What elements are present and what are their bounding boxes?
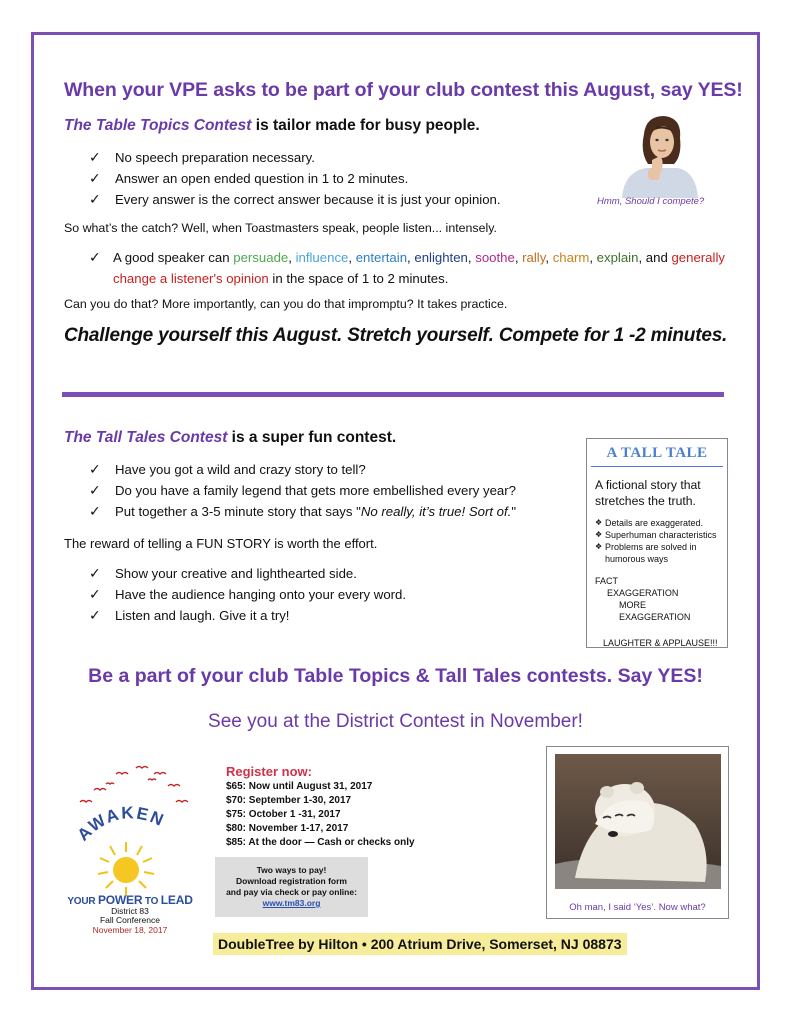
colored-word: persuade [233, 250, 289, 265]
price-line: $65: Now until August 31, 2017 [226, 781, 373, 792]
speaker-outro: in the space of 1 to 2 minutes. [268, 271, 449, 286]
list-item-text: Answer an open ended question in 1 to 2 minutes. [115, 171, 409, 186]
tall-tale-traits [595, 517, 719, 565]
list-item [595, 541, 719, 553]
list-item-italic: No really, it’s true! Sort of. [360, 504, 512, 519]
trait-text: Problems are solved in [605, 542, 697, 552]
more-exaggeration-label: MORE EXAGGERATION [619, 600, 691, 622]
see-you-line: See you at the District Contest in November! [208, 711, 583, 732]
list-item [89, 168, 501, 189]
table-topics-title: The Table Topics Contest [64, 117, 252, 134]
practice-paragraph: Can you do that? More importantly, can you do that impromptu? It takes practice. [64, 297, 508, 311]
list-item-text: No speech preparation necessary. [115, 150, 315, 165]
catch-paragraph: So what’s the catch? Well, when Toastmasters speak, people listen... intensely. [64, 221, 497, 235]
table-topics-heading [64, 117, 480, 135]
colored-word: charm [552, 250, 590, 265]
list-item [89, 147, 501, 168]
logo-word: AWAKEN [73, 803, 168, 845]
list-item [89, 189, 501, 210]
comma: , [514, 250, 523, 265]
check-mark-icon: ✓ [89, 482, 101, 498]
list-item [89, 605, 406, 626]
list-item-text: Listen and laugh. Give it a try! [115, 608, 290, 623]
registration-title: Register now: [226, 764, 312, 779]
list-item-text: Put together a 3-5 minute story that says " [115, 504, 361, 519]
logo-lead: LEAD [160, 893, 193, 907]
colored-word: explain [596, 250, 639, 265]
speaker-list-item [89, 247, 729, 289]
list-item [595, 517, 719, 529]
pay-line-1: Two ways to pay! [256, 865, 327, 875]
logo-to: TO [142, 896, 161, 907]
table-topics-list [89, 147, 501, 210]
list-item [89, 480, 516, 501]
list-item-text: Have the audience hanging onto your every word. [115, 587, 407, 602]
logo-conference: Fall Conference [99, 915, 160, 925]
colored-word: entertain [355, 250, 408, 265]
facepalm-polar-bear-image [555, 754, 721, 889]
list-item [89, 584, 406, 605]
colored-word: enlighten [414, 250, 468, 265]
check-mark-icon: ✓ [89, 170, 101, 186]
check-mark-icon: ✓ [89, 503, 101, 519]
venue-address: DoubleTree by Hilton • 200 Atrium Drive, Somerset, NJ 08873 [213, 933, 627, 955]
headline: When your VPE asks to be part of your club contest this August, say YES! [64, 79, 743, 101]
tall-tale-definition: A fictional story that stretches the truth. [595, 478, 701, 508]
list-item [89, 501, 516, 522]
colored-word: influence [295, 250, 349, 265]
thinking-woman-image [612, 112, 704, 198]
say-yes-banner: Be a part of your club Table Topics & Tall Tales contests. Say YES! [88, 665, 703, 687]
bear-caption: Oh man, I said ‘Yes’. Now what? [569, 902, 706, 913]
logo-district: District 83 [111, 906, 149, 916]
speaker-intro: A good speaker can [113, 250, 234, 265]
price-line: $80: November 1-17, 2017 [226, 823, 349, 834]
tall-tales-list-2 [89, 563, 406, 626]
challenge-text: Challenge yourself this August. Stretch yourself. Compete for 1 -2 minutes. [64, 325, 728, 346]
check-mark-icon: ✓ [89, 461, 101, 477]
comma: , [589, 250, 597, 265]
laughter-label: LAUGHTER & APPLAUSE!!! [603, 638, 718, 648]
colored-word: rally [522, 250, 546, 265]
tall-tales-list [89, 459, 516, 522]
check-mark-icon: ✓ [89, 565, 101, 581]
list-item [89, 563, 406, 584]
logo-date: November 18, 2017 [92, 925, 168, 935]
logo-text [62, 893, 198, 935]
box-title-rule [591, 466, 723, 467]
tall-tale-box-title: A TALL TALE [606, 445, 708, 461]
reward-paragraph: The reward of telling a FUN STORY is worth the effort. [64, 536, 378, 551]
trait-text: Superhuman characteristics [605, 530, 717, 540]
comma: , [407, 250, 415, 265]
table-topics-title-rest: is tailor made for busy people. [251, 117, 480, 134]
speaker-generally: generally [671, 250, 725, 265]
trait-text: humorous ways [605, 554, 669, 564]
diamond-bullet-icon: ❖ [595, 518, 603, 527]
speaker-change: change a listener's opinion [113, 271, 269, 286]
tall-tales-title-rest: is a super fun contest. [227, 429, 397, 446]
price-line: $75: October 1 -31, 2017 [226, 809, 341, 820]
check-mark-icon: ✓ [89, 607, 101, 623]
diamond-bullet-icon: ❖ [595, 530, 603, 539]
check-mark-icon: ✓ [89, 191, 101, 207]
bear-photo-box [546, 746, 729, 919]
tall-tales-title: The Tall Tales Contest [64, 429, 228, 446]
payment-info-box [215, 857, 368, 917]
price-line: $70: September 1-30, 2017 [226, 795, 352, 806]
woman-caption: Hmm, Should I compete? [597, 196, 705, 207]
check-mark-icon: ✓ [89, 149, 101, 165]
comma: , [288, 250, 296, 265]
list-item-text: Do you have a family legend that gets more embellished every year? [115, 483, 516, 498]
list-item [595, 529, 719, 541]
speaker-text [89, 247, 729, 289]
fact-label: FACT [595, 576, 619, 586]
check-mark-icon: ✓ [89, 249, 101, 265]
logo-power: POWER [97, 893, 143, 907]
list-item-text: Show your creative and lighthearted side. [115, 566, 357, 581]
list-item [595, 553, 719, 565]
comma: , [545, 250, 553, 265]
tall-tales-heading [64, 429, 396, 447]
trait-text: Details are exaggerated. [605, 518, 704, 528]
price-line: $85: At the door — Cash or checks only [226, 837, 415, 848]
pay-line-3: and pay via check or pay online: [226, 887, 357, 897]
speaker-and: , and [638, 250, 672, 265]
registration-link[interactable]: www.tm83.org [262, 898, 321, 908]
diamond-bullet-icon: ❖ [595, 542, 603, 551]
registration-prices [226, 764, 415, 850]
exaggeration-label: EXAGGERATION [607, 588, 679, 598]
pay-line-2: Download registration form [236, 876, 347, 886]
list-item-text: Every answer is the correct answer because it is just your opinion. [115, 192, 501, 207]
list-item [89, 459, 516, 480]
tall-tale-definition-box [586, 438, 728, 648]
logo-tagline [62, 893, 198, 907]
logo-your: YOUR [67, 896, 98, 907]
speaker-colored-words [233, 250, 638, 265]
comma: , [467, 250, 476, 265]
section-divider [62, 392, 724, 397]
list-item-quote: " [511, 504, 517, 519]
colored-word: soothe [475, 250, 515, 265]
comma: , [348, 250, 356, 265]
list-item-text: Have you got a wild and crazy story to tell? [115, 462, 366, 477]
check-mark-icon: ✓ [89, 586, 101, 602]
